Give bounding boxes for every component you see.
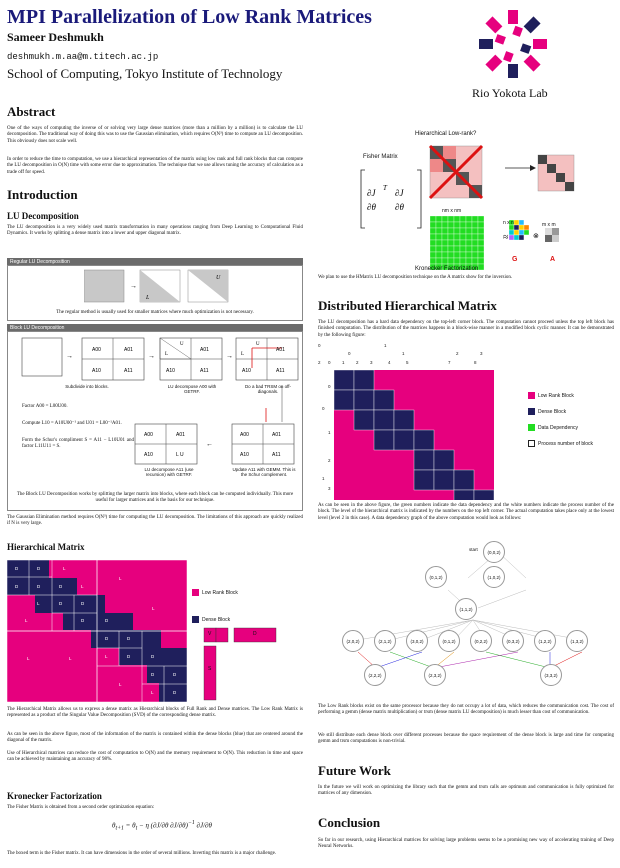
dense-block (354, 410, 374, 430)
svg-text:A10: A10 (242, 368, 251, 374)
white-swatch (528, 440, 535, 447)
matrix-cell (448, 228, 454, 234)
svg-text:∂J: ∂J (395, 188, 404, 198)
svg-text:→: → (226, 352, 233, 360)
svg-text:5: 5 (406, 360, 409, 365)
svg-text:A10: A10 (92, 368, 101, 374)
matrix-cell (442, 222, 448, 228)
svg-text:D: D (59, 601, 63, 606)
poster-title: MPI Parallelization of Low Rank Matrices (7, 6, 372, 28)
svg-text:D: D (105, 636, 109, 641)
svg-text:3: 3 (370, 360, 373, 365)
graph-node: (1,1,2) (455, 598, 477, 620)
graph-node: (0,2,2) (470, 630, 492, 652)
matrix-cell (436, 222, 442, 228)
svg-text:4: 4 (388, 360, 391, 365)
kronecker-equation: $\theta_{t+1} = \theta_t - \eta$ (∂J/∂θ ∂J/∂θ)$^{-1}$ ∂J/∂θ (112, 820, 212, 832)
block-caption-2: LU decompose A00 with GETRF. (167, 384, 217, 394)
regular-lu-diagram (84, 269, 234, 305)
svg-text:L: L (151, 690, 154, 695)
dense-block (454, 490, 474, 500)
matrix-cell (460, 240, 466, 246)
future-heading: Future Work (318, 763, 391, 778)
matrix-cell (442, 246, 448, 252)
svg-text:≈: ≈ (503, 232, 509, 243)
matrix-cell (478, 240, 484, 246)
svg-text:0: 0 (322, 406, 325, 411)
svg-text:A11: A11 (200, 368, 209, 374)
matrix-cell (545, 228, 552, 235)
block-label-a00: A00 (92, 347, 101, 353)
svg-text:L: L (241, 352, 245, 357)
matrix-cell (472, 258, 478, 264)
matrix-cell (478, 246, 484, 252)
block-caption-1: Subdivide into blocks. (65, 384, 109, 389)
distributed-paragraph-3: The Low Rank blocks exist on the same processor because they do not occupy a lot of data, which reduces the communication cost. The cost of performing a gemm (dense matrix multiplication) or trsm (dense matrix LU decomposition) is much lesser than cost of communication. (318, 704, 614, 716)
matrix-cell (442, 228, 448, 234)
svg-text:2: 2 (328, 458, 331, 463)
svg-text:D: D (127, 636, 131, 641)
dense-block (414, 430, 434, 450)
matrix-cell (436, 216, 442, 222)
kronecker-paragraph-1: The Fisher Matrix is obtained from a second order optimization equation: (7, 805, 155, 810)
hier-paragraph-2: As can be seen in the above figure, most of the information of the matrix is contained within the dense blocks (blue) that are centered around the diagonal of the matrix. (7, 732, 303, 744)
matrix-cell (524, 235, 529, 240)
kronecker-paragraph-2: The boxed term is the Fisher matrix. It can have dimensions in the order of several millions. Inverting this matrix is a major challenge. (7, 851, 277, 856)
matrix-cell (514, 220, 519, 225)
future-paragraph: In the future we will work on optimizing the library such that the gemm and trsm calls are optimum and communication is fully optimized for matrices of any dimension. (318, 785, 614, 797)
dense-block (334, 370, 354, 390)
block-caption-4: LU decompose A11 (use recursion) with GETRF. (144, 467, 194, 477)
svg-text:1: 1 (402, 351, 405, 356)
svg-text:U: U (216, 275, 221, 281)
dist-legend-process: Process number of block (528, 440, 593, 447)
svg-text:2: 2 (356, 360, 359, 365)
school-name: School of Computing, Tokyo Institute of Technology (7, 66, 283, 81)
svg-text:L: L (165, 352, 169, 357)
graph-node: (2,1,2) (374, 630, 396, 652)
matrix-cell (436, 252, 442, 258)
magenta-swatch (192, 589, 199, 596)
matrix-cell (430, 216, 436, 222)
matrix-cell (552, 228, 559, 235)
graph-node: (2,0,2) (342, 630, 364, 652)
navy-swatch (528, 408, 535, 415)
dist-legend-lowrank: Low Rank Block (528, 392, 574, 399)
svd-block-figure (200, 626, 280, 702)
svg-text:A00: A00 (240, 432, 249, 438)
svd-label-d: D (253, 631, 257, 637)
matrix-cell (454, 252, 460, 258)
svg-text:L: L (146, 295, 150, 301)
dist-legend-dependency: Data Dependency (528, 424, 578, 431)
matrix-cell (460, 222, 466, 228)
dense-block (414, 450, 434, 470)
matrix-cell (514, 230, 519, 235)
svg-text:A01: A01 (272, 432, 281, 438)
matrix-cell (460, 252, 466, 258)
svg-text:D: D (59, 584, 63, 589)
matrix-cell (466, 246, 472, 252)
svg-text:D: D (173, 672, 177, 677)
svg-text:3: 3 (328, 486, 331, 491)
mm-label: m x m (542, 222, 556, 228)
svg-text:0: 0 (348, 351, 351, 356)
matrix-cell (460, 216, 466, 222)
svg-text:D: D (151, 672, 155, 677)
matrix-cell (436, 228, 442, 234)
matrix-cell (472, 222, 478, 228)
abstract-heading: Abstract (7, 104, 56, 119)
svg-text:A00: A00 (144, 432, 153, 438)
matrix-cell (478, 216, 484, 222)
svg-text:D: D (37, 584, 41, 589)
matrix-cell (514, 235, 519, 240)
introduction-heading: Introduction (7, 187, 78, 202)
graph-node: (2,2,2) (364, 664, 386, 686)
lu-heading: LU Decomposition (7, 211, 79, 221)
kronecker-heading: Kronecker Factorization (7, 791, 102, 801)
svg-text:A10: A10 (240, 452, 249, 458)
matrix-cell (454, 234, 460, 240)
svg-text:7: 7 (448, 360, 451, 365)
graph-node: (0,0,2) (483, 541, 505, 563)
matrix-cell (430, 246, 436, 252)
svg-text:A11: A11 (124, 368, 133, 374)
matrix-cell (448, 216, 454, 222)
matrix-cell (524, 220, 529, 225)
svg-text:D: D (81, 601, 85, 606)
matrix-cell (454, 222, 460, 228)
matrix-cell (460, 228, 466, 234)
matrix-cell (472, 216, 478, 222)
regular-lu-header: Regular LU Decomposition (7, 258, 303, 265)
svg-text:3: 3 (480, 351, 483, 356)
matrix-cell (472, 234, 478, 240)
svg-text:0: 0 (328, 384, 331, 389)
dense-block (374, 390, 394, 410)
matrix-cell (430, 228, 436, 234)
abstract-paragraph-2: In order to reduce the time to computation, we use a hierarchical representation of the matrix using low rank and full rank blocks that can compute the LU decomposition in O(N) time with some error due to approximation. The technique that we use allows tuning the accuracy of calculation as a trade off for speed. (7, 157, 303, 175)
kron-label: Kronecker Factorization (415, 266, 479, 272)
matrix-cell (514, 225, 519, 230)
matrix-cell (466, 234, 472, 240)
dense-block (334, 390, 354, 410)
hier-lowrank-label: Hierarchical Low-rank? (415, 131, 477, 137)
svg-text:L: L (119, 682, 122, 687)
dense-block (394, 410, 414, 430)
svg-text:0: 0 (328, 360, 331, 365)
svg-text:∂θ: ∂θ (395, 202, 404, 212)
svg-text:A01: A01 (176, 432, 185, 438)
matrix-cell (442, 258, 448, 264)
matrix-cell (466, 258, 472, 264)
svg-text:A01: A01 (276, 347, 285, 353)
dense-block (394, 430, 414, 450)
matrix-cell (448, 258, 454, 264)
svg-text:D: D (15, 584, 19, 589)
svg-text:∂θ: ∂θ (367, 202, 376, 212)
matrix-cell (478, 234, 484, 240)
svg-text:2: 2 (456, 351, 459, 356)
matrix-cell (466, 252, 472, 258)
matrix-cell (460, 246, 466, 252)
matrix-cell (478, 252, 484, 258)
matrix-cell (478, 264, 484, 270)
block-lu-caption: The Block LU Decomposition works by splitting the larger matrix into blocks, where each block can be computed individually. This more useful for larger matrices and is the basis for our technique. (16, 492, 294, 503)
fisher-label: Fisher Matrix (363, 154, 398, 160)
dense-block (374, 430, 394, 450)
matrix-cell (472, 246, 478, 252)
matrix-cell (436, 240, 442, 246)
matrix-cell (442, 252, 448, 258)
hier-legend-dense: Dense Block (192, 616, 230, 623)
g-label: G (512, 256, 518, 263)
matrix-cell (454, 240, 460, 246)
matrix-cell (454, 258, 460, 264)
graph-node: (0,1,2) (425, 566, 447, 588)
svg-text:D: D (105, 618, 109, 623)
hierarchical-matrix-figure (7, 560, 187, 702)
svg-text:8: 8 (474, 360, 477, 365)
regular-lu-caption: The regular method is usually used for smaller matrices where much optimization is not necessary. (56, 310, 254, 315)
nn-label: n x n (503, 220, 514, 226)
matrix-cell (552, 235, 559, 242)
svg-text:→: → (130, 283, 137, 290)
svg-text:L: L (63, 566, 66, 571)
block-step-2: Compute L10 = A10U00⁻¹ and U01 = L00⁻¹A01. (22, 421, 122, 426)
matrix-cell (519, 220, 524, 225)
svd-label-v: V (208, 631, 212, 637)
svg-text:⊗: ⊗ (533, 232, 539, 240)
distributed-heading: Distributed Hierarchical Matrix (318, 298, 497, 313)
svg-text:D: D (37, 566, 41, 571)
svg-text:L U: L U (176, 452, 184, 458)
matrix-cell (466, 216, 472, 222)
nm-label: nm x nm (442, 208, 462, 214)
a-label: A (550, 256, 556, 263)
matrix-cell (442, 234, 448, 240)
green-swatch (528, 424, 535, 431)
matrix-cell (478, 222, 484, 228)
matrix-cell (472, 228, 478, 234)
matrix-cell (509, 235, 514, 240)
svg-text:A11: A11 (272, 452, 281, 458)
matrix-cell (472, 240, 478, 246)
svg-text:1: 1 (384, 343, 387, 348)
svd-label-s: S (208, 666, 212, 672)
matrix-cell (519, 235, 524, 240)
gauss-paragraph: The Gaussian Elimination method requires O(N³) time for computing the LU decomposition. The limitations of this approach are quickly realized if N is very large. (7, 515, 303, 527)
svg-text:D: D (151, 654, 155, 659)
magenta-swatch (528, 392, 535, 399)
lab-logo (478, 6, 548, 84)
graph-node: (2,3,2) (424, 664, 446, 686)
svg-text:A10: A10 (166, 368, 175, 374)
matrix-cell (509, 230, 514, 235)
graph-start-label: start (469, 547, 478, 552)
matrix-cell (478, 258, 484, 264)
matrix-cell (436, 258, 442, 264)
svg-text:L: L (37, 601, 40, 606)
lab-name: Rio Yokota Lab (472, 86, 548, 100)
matrix-cell (448, 240, 454, 246)
svg-text:0: 0 (318, 343, 321, 348)
svg-text:L: L (105, 654, 108, 659)
block-step-3: Form the Schur's compliment S = A11 − L10U01 and factor L11U11 = S. (22, 438, 134, 450)
matrix-cell (524, 225, 529, 230)
distributed-paragraph-4: We still distribute each dense block over different processes because the space requirement of the dense block is large and time for computing gemm and trsm computations is non-trivial. (318, 733, 614, 745)
svg-text:1: 1 (328, 430, 331, 435)
matrix-cell (466, 240, 472, 246)
matrix-cell (478, 228, 484, 234)
svg-text:A01: A01 (124, 347, 133, 353)
svg-text:A01: A01 (200, 347, 209, 353)
svg-text:L: L (27, 656, 30, 661)
svg-text:D: D (81, 618, 85, 623)
svg-text:1: 1 (342, 360, 345, 365)
matrix-cell (472, 252, 478, 258)
matrix-cell (524, 230, 529, 235)
conclusion-paragraph: So far in our research, using Hierarchical matrices for solving large problems seems to be a promising new way of accelerating training of Deep Neural Networks. (318, 838, 614, 850)
distributed-matrix-figure (318, 340, 518, 500)
distributed-paragraph-1: The LU decomposition has a hard data dependency on the top-left corner block. The computation cannot proceed unless the top left block has finished computation. The distribution of the matrices happens in a block-wise manner in a modified block cyclic manner. It can be demonstrated by the following figure: (318, 320, 614, 338)
matrix-cell (466, 228, 472, 234)
block-lu-header: Block LU Decomposition (7, 324, 303, 331)
matrix-cell (448, 246, 454, 252)
lu-paragraph: The LU decomposition is a very widely used matrix transformation in many operations ranging from Deep Learning to Computational Fluid Dynamics. It works by splitting a dense matrix into a lower and upper diagonal matrix. (7, 225, 303, 237)
graph-node: (1,2,2) (534, 630, 556, 652)
svg-text:T: T (383, 184, 387, 192)
kronecker-figure (355, 140, 617, 276)
matrix-cell (454, 246, 460, 252)
graph-node: (0,1,2) (438, 630, 460, 652)
svg-text:D: D (15, 566, 19, 571)
matrix-cell (436, 246, 442, 252)
svg-text:L: L (25, 618, 28, 623)
matrix-cell (519, 230, 524, 235)
graph-node: (1,0,2) (483, 566, 505, 588)
svg-text:L: L (152, 606, 155, 611)
svg-text:∂J: ∂J (367, 188, 376, 198)
hier-paragraph-1: The Hierarchical Matrix allows us to express a dense matrix as Hierarchical blocks of Full Rank and Dense matrices. The Low Rank Matrix is represented as a product of the Singular Value Decomposition (SVD) of the corresponding dense matrix. (7, 707, 303, 719)
matrix-cell (448, 252, 454, 258)
matrix-cell (454, 228, 460, 234)
graph-node: (0,3,2) (502, 630, 524, 652)
svg-text:A10: A10 (144, 452, 153, 458)
matrix-cell (430, 222, 436, 228)
author-name: Sameer Deshmukh (7, 30, 104, 44)
dense-block (374, 410, 394, 430)
svg-text:U: U (256, 342, 260, 347)
graph-node: (3,0,2) (406, 630, 428, 652)
dense-block (454, 470, 474, 490)
matrix-cell (430, 240, 436, 246)
svg-text:←: ← (206, 440, 213, 448)
hierarchical-heading: Hierarchical Matrix (7, 542, 85, 552)
svg-text:→: → (148, 352, 155, 360)
matrix-cell (460, 258, 466, 264)
matrix-cell (442, 216, 448, 222)
svg-text:U: U (180, 342, 184, 347)
matrix-cell (454, 216, 460, 222)
matrix-cell (519, 225, 524, 230)
svg-text:D: D (127, 654, 131, 659)
hier-paragraph-3: Use of Hierarchical matrices can reduce the cost of computation to O(N) and the memory requirement to O(N). This reduction in time and space can be achieved by maintaining an accuracy of 98%. (7, 751, 303, 763)
dense-block (414, 470, 434, 490)
conclusion-heading: Conclusion (318, 815, 381, 830)
dense-block (474, 490, 494, 500)
svg-text:A11: A11 (276, 368, 285, 374)
dist-legend-dense: Dense Block (528, 408, 566, 415)
dense-block (354, 390, 374, 410)
navy-swatch (192, 616, 199, 623)
matrix-cell (430, 258, 436, 264)
graph-node: (3,3,2) (540, 664, 562, 686)
figure-right-caption: We plan to use the HMatrix LU decomposition technique on the A matrix show for the inversion. (318, 275, 513, 280)
abstract-paragraph-1: One of the ways of computing the inverse of or solving very large dense matrices (more than a million by a million) is to calculate the LU decomposition. The traditional way of doing this was to use the Gaussian elimination, which requires O(N³) time to compute an LU decomposition. This obviously does not scale well. (7, 126, 303, 144)
matrix-cell (545, 235, 552, 242)
matrix-cell (442, 240, 448, 246)
hier-legend-lowrank: Low Rank Block (192, 589, 238, 596)
svg-text:L: L (119, 576, 122, 581)
block-step-1: Factor A00 = L00U00. (22, 404, 68, 409)
svg-text:L: L (81, 584, 84, 589)
matrix-cell (448, 234, 454, 240)
svg-text:1: 1 (322, 476, 325, 481)
block-caption-3: Do a bad TRSM on off-diagonals. (244, 384, 292, 394)
graph-node: (1,3,2) (566, 630, 588, 652)
svg-text:D: D (173, 690, 177, 695)
matrix-cell (460, 234, 466, 240)
svg-text:L: L (69, 656, 72, 661)
matrix-cell (430, 252, 436, 258)
block-caption-5: Update A11 with GEMM. This is the Schur complement. (232, 467, 296, 477)
distributed-paragraph-2: As can be seen in the above figure, the green numbers indicate the data dependency and the white numbers indicate the process number of the block. The level of the hierarchical matrix is indicated by the numbers on the top left corner. The actual computation takes place only at the lowest level (level 2 in this case). A data dependency graph of the above computation would look as follows: (318, 503, 614, 521)
dense-block (434, 470, 454, 490)
svg-text:→: → (66, 352, 73, 360)
dense-block (434, 450, 454, 470)
svg-text:2: 2 (318, 360, 321, 365)
matrix-cell (466, 222, 472, 228)
matrix-cell (436, 234, 442, 240)
author-email: deshmukh.m.aa@m.titech.ac.jp (7, 52, 159, 62)
matrix-cell (430, 234, 436, 240)
matrix-cell (448, 222, 454, 228)
dense-block (354, 370, 374, 390)
